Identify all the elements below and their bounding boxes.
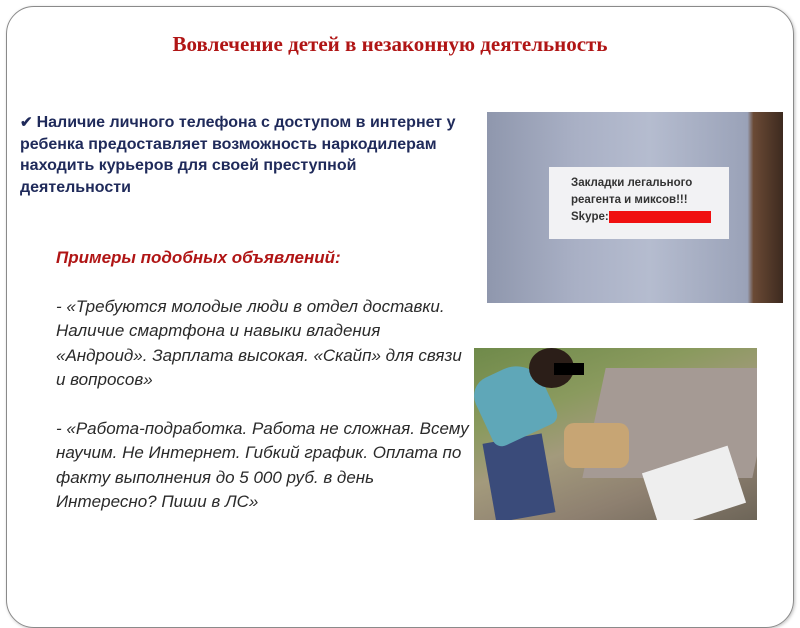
checkmark-icon: ✔ xyxy=(20,114,33,131)
sign-line xyxy=(571,209,729,226)
slide-title: Вовлечение детей в незаконную деятельность xyxy=(172,32,608,56)
sign-line: Закладки легального xyxy=(571,177,693,189)
censor-bar xyxy=(554,363,584,375)
bullet-point xyxy=(20,112,460,198)
photo-sign-on-pole xyxy=(487,112,783,303)
sign-paper xyxy=(549,167,729,239)
sign-line: реагента и миксов!!! xyxy=(571,194,688,206)
censor-bar xyxy=(609,211,711,223)
examples-heading: Примеры подобных объявлений: xyxy=(56,248,341,267)
photo-person-hiding-stash xyxy=(474,348,757,520)
ad-text: - «Работа-подработка. Работа не сложная. Всему научим. Не Интернет. Гибкий график. Оплата по факту выполнения до 5 000 руб. в день Интересно? Пиши в ЛС» xyxy=(56,418,469,511)
ad-text: - «Требуются молодые люди в отдел доставки. Наличие смартфона и навыки владения «Андроид». Зарплата высокая. «Скайп» для связи и вопросов» xyxy=(56,296,462,389)
bullet-text: Наличие личного телефона с доступом в интернет у ребенка предоставляет возможность наркодилерам находить курьеров для своей преступной деятельности xyxy=(20,114,456,196)
skype-label: Skype: xyxy=(571,211,609,223)
person-legs xyxy=(483,433,556,520)
examples-block xyxy=(56,246,476,539)
bag-shape xyxy=(564,423,629,468)
